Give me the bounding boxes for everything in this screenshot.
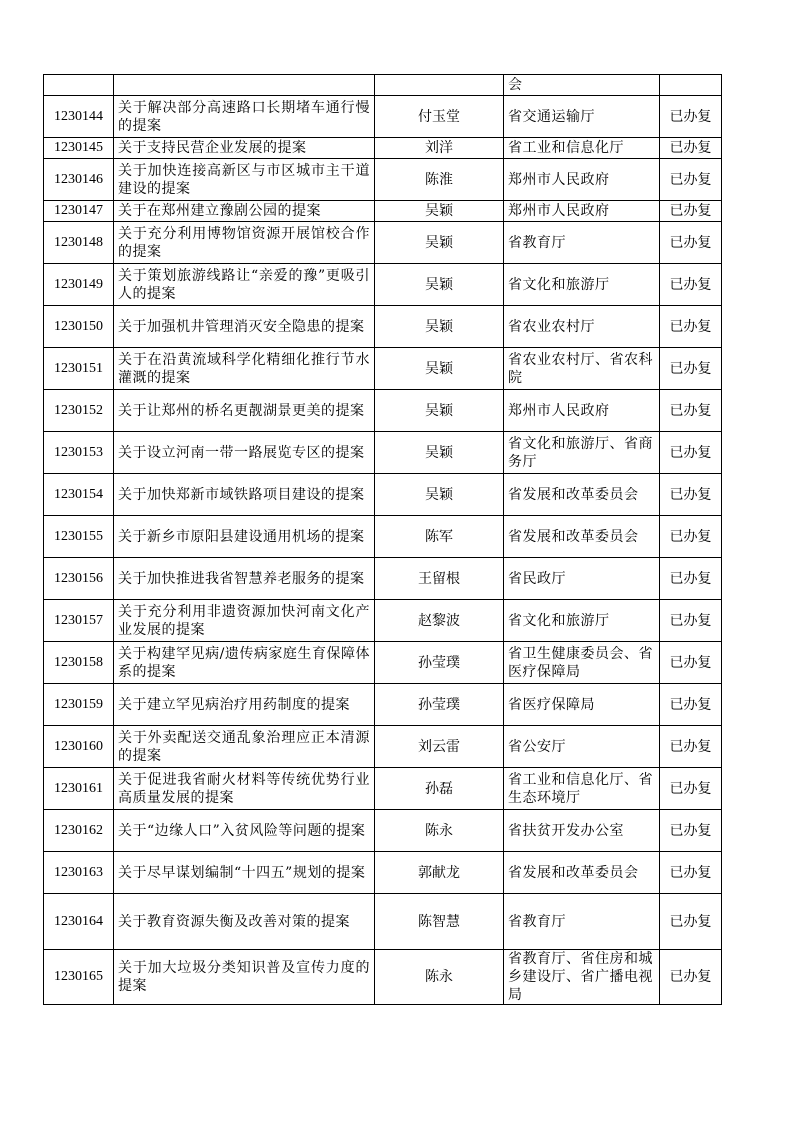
proposer-name (375, 75, 504, 96)
handling-status: 已办复 (660, 950, 722, 1005)
table-row (44, 306, 722, 348)
proposal-number: 1230155 (44, 516, 114, 558)
handling-unit: 省医疗保障局 (504, 684, 660, 726)
handling-unit: 省教育厅、省住房和城乡建设厅、省广播电视局 (504, 950, 660, 1005)
proposer-name: 孙莹璞 (375, 642, 504, 684)
handling-unit: 郑州市人民政府 (504, 201, 660, 222)
proposer-name: 吴颖 (375, 348, 504, 390)
proposal-title: 关于构建罕见病/遗传病家庭生育保障体系的提案 (114, 642, 375, 684)
proposal-number: 1230162 (44, 810, 114, 852)
table-row (44, 390, 722, 432)
proposer-name: 吴颖 (375, 264, 504, 306)
table-row (44, 432, 722, 474)
proposal-title: 关于设立河南一带一路展览专区的提案 (114, 432, 375, 474)
table-row-continued (44, 75, 722, 96)
proposal-title: 关于加大垃圾分类知识普及宣传力度的提案 (114, 950, 375, 1005)
table-row (44, 201, 722, 222)
proposal-title: 关于促进我省耐火材料等传统优势行业高质量发展的提案 (114, 768, 375, 810)
table-row (44, 950, 722, 1005)
proposal-number: 1230147 (44, 201, 114, 222)
handling-unit: 省教育厅 (504, 894, 660, 950)
proposal-title: 关于解决部分高速路口长期堵车通行慢的提案 (114, 96, 375, 138)
handling-unit: 省扶贫开发办公室 (504, 810, 660, 852)
handling-unit: 省工业和信息化厅、省生态环境厅 (504, 768, 660, 810)
table-row (44, 159, 722, 201)
proposal-title: 关于充分利用非遗资源加快河南文化产业发展的提案 (114, 600, 375, 642)
table-row (44, 96, 722, 138)
proposal-number: 1230153 (44, 432, 114, 474)
handling-status: 已办复 (660, 138, 722, 159)
handling-unit: 省发展和改革委员会 (504, 474, 660, 516)
handling-unit: 省文化和旅游厅 (504, 600, 660, 642)
handling-status (660, 75, 722, 96)
proposal-number (44, 75, 114, 96)
handling-status: 已办复 (660, 222, 722, 264)
handling-status: 已办复 (660, 600, 722, 642)
handling-status: 已办复 (660, 432, 722, 474)
proposer-name: 陈军 (375, 516, 504, 558)
table-row (44, 600, 722, 642)
table-row (44, 768, 722, 810)
proposal-title: 关于加快连接高新区与市区城市主干道建设的提案 (114, 159, 375, 201)
table-row (44, 810, 722, 852)
proposal-table (43, 74, 722, 1005)
handling-status: 已办复 (660, 684, 722, 726)
proposal-title: 关于充分利用博物馆资源开展馆校合作的提案 (114, 222, 375, 264)
proposal-number: 1230146 (44, 159, 114, 201)
proposer-name: 陈永 (375, 950, 504, 1005)
handling-status: 已办复 (660, 516, 722, 558)
proposal-title: 关于策划旅游线路让“亲爱的豫”更吸引人的提案 (114, 264, 375, 306)
handling-status: 已办复 (660, 852, 722, 894)
proposal-number: 1230144 (44, 96, 114, 138)
proposer-name: 赵黎波 (375, 600, 504, 642)
table-row (44, 684, 722, 726)
proposer-name: 刘云雷 (375, 726, 504, 768)
proposer-name: 刘洋 (375, 138, 504, 159)
table-row (44, 558, 722, 600)
handling-status: 已办复 (660, 96, 722, 138)
proposal-number: 1230151 (44, 348, 114, 390)
handling-unit: 省发展和改革委员会 (504, 516, 660, 558)
proposal-number: 1230165 (44, 950, 114, 1005)
proposal-number: 1230161 (44, 768, 114, 810)
table-row (44, 474, 722, 516)
proposal-title: 关于“边缘人口”入贫风险等问题的提案 (114, 810, 375, 852)
proposer-name: 吴颖 (375, 306, 504, 348)
proposal-title: 关于加强机井管理消灭安全隐患的提案 (114, 306, 375, 348)
proposer-name: 陈永 (375, 810, 504, 852)
proposal-title: 关于建立罕见病治疗用药制度的提案 (114, 684, 375, 726)
handling-status: 已办复 (660, 810, 722, 852)
proposer-name: 郭献龙 (375, 852, 504, 894)
handling-unit: 省教育厅 (504, 222, 660, 264)
handling-status: 已办复 (660, 558, 722, 600)
table-row (44, 138, 722, 159)
handling-status: 已办复 (660, 894, 722, 950)
handling-status: 已办复 (660, 306, 722, 348)
proposal-number: 1230163 (44, 852, 114, 894)
proposal-title: 关于支持民营企业发展的提案 (114, 138, 375, 159)
proposal-title: 关于在郑州建立豫剧公园的提案 (114, 201, 375, 222)
handling-status: 已办复 (660, 474, 722, 516)
proposal-title: 关于外卖配送交通乱象治理应正本清源的提案 (114, 726, 375, 768)
handling-status: 已办复 (660, 201, 722, 222)
proposal-title (114, 75, 375, 96)
proposer-name: 吴颖 (375, 201, 504, 222)
proposal-title: 关于加快郑新市域铁路项目建设的提案 (114, 474, 375, 516)
handling-unit: 郑州市人民政府 (504, 159, 660, 201)
handling-unit: 郑州市人民政府 (504, 390, 660, 432)
proposer-name: 孙莹璞 (375, 684, 504, 726)
proposal-title: 关于新乡市原阳县建设通用机场的提案 (114, 516, 375, 558)
proposal-number: 1230159 (44, 684, 114, 726)
table-row (44, 222, 722, 264)
proposer-name: 陈淮 (375, 159, 504, 201)
handling-status: 已办复 (660, 642, 722, 684)
proposal-number: 1230156 (44, 558, 114, 600)
handling-unit: 省工业和信息化厅 (504, 138, 660, 159)
table-row (44, 516, 722, 558)
proposal-number: 1230157 (44, 600, 114, 642)
handling-unit: 省文化和旅游厅、省商务厅 (504, 432, 660, 474)
proposal-title: 关于尽早谋划编制“十四五”规划的提案 (114, 852, 375, 894)
handling-unit: 省交通运输厅 (504, 96, 660, 138)
handling-unit: 会 (504, 75, 660, 96)
handling-status: 已办复 (660, 390, 722, 432)
proposal-title: 关于让郑州的桥名更靓湖景更美的提案 (114, 390, 375, 432)
proposal-number: 1230148 (44, 222, 114, 264)
handling-unit: 省发展和改革委员会 (504, 852, 660, 894)
table-row (44, 264, 722, 306)
proposer-name: 吴颖 (375, 222, 504, 264)
proposal-number: 1230164 (44, 894, 114, 950)
proposal-number: 1230152 (44, 390, 114, 432)
handling-status: 已办复 (660, 348, 722, 390)
handling-unit: 省文化和旅游厅 (504, 264, 660, 306)
proposer-name: 付玉堂 (375, 96, 504, 138)
proposal-title: 关于加快推进我省智慧养老服务的提案 (114, 558, 375, 600)
proposal-number: 1230158 (44, 642, 114, 684)
proposer-name: 陈智慧 (375, 894, 504, 950)
proposal-number: 1230154 (44, 474, 114, 516)
handling-unit: 省公安厅 (504, 726, 660, 768)
table-row (44, 642, 722, 684)
handling-unit: 省民政厅 (504, 558, 660, 600)
handling-status: 已办复 (660, 768, 722, 810)
proposer-name: 孙磊 (375, 768, 504, 810)
handling-unit: 省农业农村厅 (504, 306, 660, 348)
proposal-number: 1230160 (44, 726, 114, 768)
proposer-name: 王留根 (375, 558, 504, 600)
proposer-name: 吴颖 (375, 432, 504, 474)
proposal-number: 1230145 (44, 138, 114, 159)
handling-unit: 省卫生健康委员会、省医疗保障局 (504, 642, 660, 684)
handling-status: 已办复 (660, 726, 722, 768)
table-row (44, 852, 722, 894)
table-row (44, 894, 722, 950)
handling-status: 已办复 (660, 159, 722, 201)
proposer-name: 吴颖 (375, 474, 504, 516)
proposal-table-body (44, 75, 722, 1005)
proposal-title: 关于教育资源失衡及改善对策的提案 (114, 894, 375, 950)
handling-status: 已办复 (660, 264, 722, 306)
handling-unit: 省农业农村厅、省农科院 (504, 348, 660, 390)
proposal-number: 1230150 (44, 306, 114, 348)
proposal-number: 1230149 (44, 264, 114, 306)
proposer-name: 吴颖 (375, 390, 504, 432)
table-row (44, 726, 722, 768)
table-row (44, 348, 722, 390)
proposal-title: 关于在沿黄流域科学化精细化推行节水灌溉的提案 (114, 348, 375, 390)
